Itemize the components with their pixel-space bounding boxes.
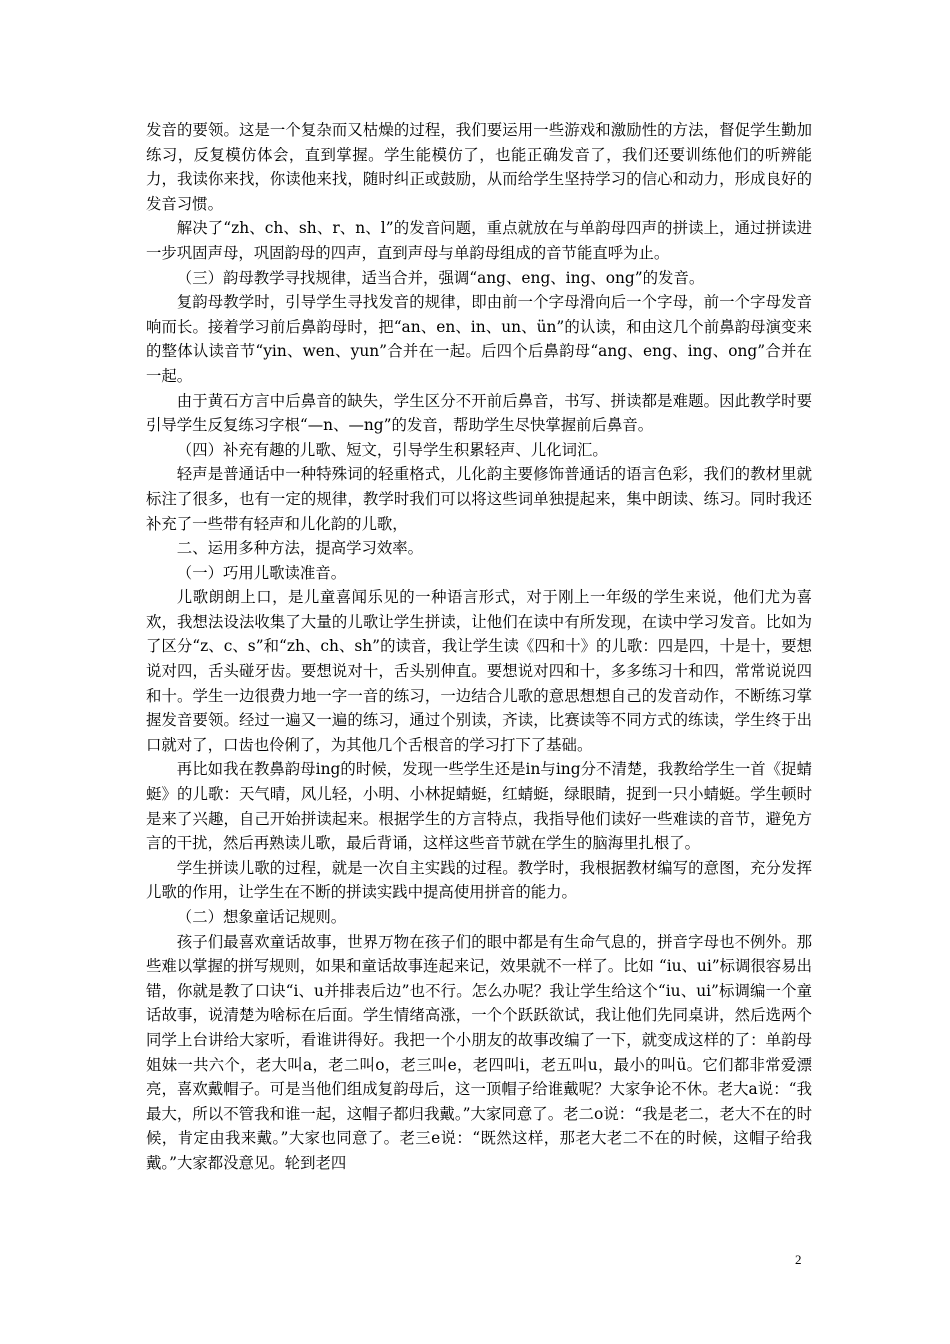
paragraph-5: 由于黄石方言中后鼻音的缺失，学生区分不开前后鼻音，书写、拼读都是难题。因此教学时要引导学生反复练习字根“—n、—ng”的发音，帮助学生尽快掌握前后鼻音。: [146, 391, 812, 435]
paragraph-11: 再比如我在教鼻韵母ing的时候，发现一些学生还是in与ing分不清楚，我教给学生一首《捉蜻蜓》的儿歌：天气晴，风儿轻，小明、小林捉蜻蜓，红蜻蜓，绿眼睛，捉到一只小蜻蜓。学生顿时是来了兴趣，自己开始拼读起来。根据学生的方言特点，我指导他们读好一些难读的音节，避免方言的干扰，然后再熟读儿歌，最后背诵，这样这些音节就在学生的脑海里扎根了。: [146, 760, 812, 853]
section-heading-2-1: （一）巧用儿歌读准音。: [176, 563, 347, 582]
page-number: 2: [795, 1252, 802, 1267]
paragraph-14: 孩子们最喜欢童话故事，世界万物在孩子们的眼中都是有生命气息的，拼音字母也不例外。那些难以掌握的拼写规则，如果和童话故事连起来记，效果就不一样了。比如 “iu、ui”标调很容易出错，你就是教了口诀“i、u并排表后边”也不行。怎么办呢？我让学生给这个“iu、ui”标调编一个童话故事，说清楚为啥标在后面。学生情绪高涨，一个个跃跃欲试，我让他们先同桌讲，然后选两个同学上台讲给大家听，看谁讲得好。我把一个小朋友的故事改编了一下，就变成这样的了：单韵母姐妹一共六个，老大叫a，老二叫o，老三叫e，老四叫i，老五叫u，最小的叫ü。它们都非常爱漂亮，喜欢戴帽子。可是当他们组成复韵母后，这一顶帽子给谁戴呢？大家争论不休。老大a说：“我最大，所以不管我和谁一起，这帽子都归我戴。”大家同意了。老二o说：“我是老二，老大不在的时候，肯定由我来戴。”大家也同意了。老三e说：“既然这样，那老大老二不在的时候，这帽子给我戴。”大家都没意见。轮到老四: [146, 932, 812, 1172]
section-heading-4: （四）补充有趣的儿歌、短文，引导学生积累轻声、儿化词汇。: [176, 440, 608, 459]
paragraph-1: 发音的要领。这是一个复杂而又枯燥的过程，我们要运用一些游戏和激励性的方法，督促学生勤加练习，反复模仿体会，直到掌握。学生能模仿了，也能正确发音了，我们还要训练他们的听辨能力，我读你来找，你读他来找，随时纠正或鼓励，从而给学生坚持学习的信心和动力，形成良好的发音习惯。: [146, 121, 812, 213]
section-heading-2: 二、运用多种方法，提高学习效率。: [176, 539, 424, 558]
document-body: [146, 118, 812, 1176]
section-heading-3: （三）韵母教学寻找规律，适当合并，强调“ang、eng、ing、ong”的发音。: [176, 268, 705, 287]
paragraph-12: 学生拼读儿歌的过程，就是一次自主实践的过程。教学时，我根据教材编写的意图，充分发挥儿歌的作用，让学生在不断的拼读实践中提高使用拼音的能力。: [146, 858, 812, 902]
paragraph-10: 儿歌朗朗上口，是儿童喜闻乐见的一种语言形式，对于刚上一年级的学生来说，他们尤为喜欢，我想法设法收集了大量的儿歌让学生拼读，让他们在读中有所发现，在读中学习发音。比如为了区分“z、c、s”和“zh、ch、sh”的读音，我让学生读《四和十》的儿歌：四是四，十是十，要想说对四，舌头碰牙齿。要想说对十，舌头别伸直。要想说对四和十，多多练习十和四，常常说说四和十。学生一边很费力地一字一音的练习，一边结合儿歌的意思想想自己的发音动作，不断练习掌握发音要领。经过一遍又一遍的练习，通过个别读，齐读，比赛读等不同方式的练读，学生终于出口就对了，口齿也伶俐了，为其他几个舌根音的学习打下了基础。: [146, 588, 812, 754]
section-heading-2-2: （二）想象童话记规则。: [176, 908, 347, 926]
paragraph-4: 复韵母教学时，引导学生寻找发音的规律，即由前一个字母滑向后一个字母，前一个字母发音响而长。接着学习前后鼻韵母时，把“an、en、in、un、ün”的认读，和由这几个前鼻韵母演变来的整体认读音节“yin、wen、yun”合并在一起。后四个后鼻韵母“ang、eng、ing、ong”合并在一起。: [146, 293, 812, 385]
paragraph-7: 轻声是普通话中一种特殊词的轻重格式，儿化韵主要修饰普通话的语言色彩，我们的教材里就标注了很多，也有一定的规律，教学时我们可以将这些词单独提起来，集中朗读、练习。同时我还补充了一些带有轻声和儿化韵的儿歌，: [146, 465, 812, 533]
paragraph-2: 解决了“zh、ch、sh、r、n、l”的发音问题，重点就放在与单韵母四声的拼读上，通过拼读进一步巩固声母，巩固韵母的四声，直到声母与单韵母组成的音节能直呼为止。: [146, 219, 812, 262]
